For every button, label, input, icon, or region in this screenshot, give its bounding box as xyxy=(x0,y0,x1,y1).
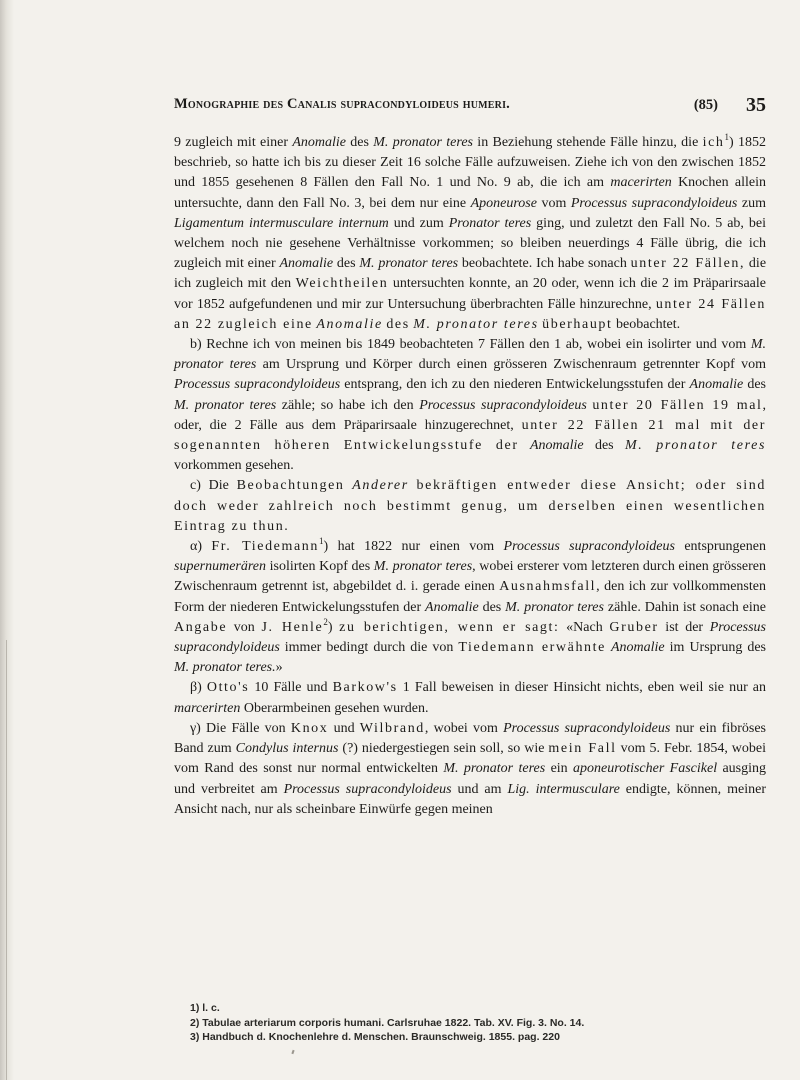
footnotes xyxy=(190,1001,766,1045)
page-edge-line xyxy=(6,640,7,1080)
footnote-1: 1) l. c. xyxy=(190,1002,220,1014)
running-head: Monographie des Canalis supracondyloideus humeri. xyxy=(174,96,511,112)
paragraph-b: b) Rechne ich von meinen bis 1849 beobachteten 7 Fällen den 1 ab, wobei ein isolirter und vom M. pronator teres am Ursprung und Körper durch einen grösseren Zwischenraum getrennter Kopf vom Processus supracondyloideus entsprang, den ich zu den niederen Entwickelungsstufen der Anomalie des M. pronator teres zähle; so habe ich den Processus supracondyloideus unter 20 Fällen 19 mal, oder, die 2 Fälle aus dem Präparirsaale hinzugerechnet, unter 22 Fällen 21 mal mit der sogenannten höheren Entwickelungsstufe der Anomalie des M. pronator teres vorkommen gesehen. xyxy=(174,337,767,474)
binding-shadow xyxy=(0,0,14,1080)
body-text xyxy=(174,133,766,820)
paragraph-gamma: γ) Die Fälle von Knox und Wilbrand, wobei vom Processus supracondyloideus nur ein fibröses Band zum Condylus internus (?) niedergestiegen sein soll, so wie mein Fall vom 5. Febr. 1854, wobei vom Rand des sonst nur normal entwickelten M. pronator teres ein aponeurotischer Fascikel ausging und verbreitet am Processus supracondyloideus und am Lig. intermusculare endigte, können, meiner Ansicht nach, nur als scheinbare Einwürfe gegen meinen xyxy=(174,720,767,817)
footnote-3: 3) Handbuch d. Knochenlehre d. Menschen. Braunschweig. 1855. pag. 220 xyxy=(190,1031,560,1043)
paragraph-c: c) Die Beobachtungen Anderer bekräftigen entweder diese Ansicht; oder sind doch weder zahlreich noch bestimmt genug, um derselben einen wesentlichen Eintrag zu thun. xyxy=(174,478,766,534)
paragraph-beta: β) Otto's 10 Fälle und Barkow's 1 Fall beweisen in dieser Hinsicht nichts, eben weil sie nur an marcerirten Oberarmbeinen gesehen wurden. xyxy=(174,680,767,716)
page-header xyxy=(174,96,766,120)
paper-speck xyxy=(291,1050,294,1054)
section-number: (85) xyxy=(693,97,718,113)
paragraph-continuation: 9 zugleich mit einer Anomalie des M. pronator teres in Beziehung stehende Fälle hinzu, die ich$^1$) 1852 beschrieb, so hatte ich bis zu dieser Zeit 16 solche Fälle aufzuweisen. Ziehe ich von den zwischen 1852 und 1855 gesehenen 8 Fällen den Fall No. 1 und No. 9 ab, die ich am macerirten Knochen allein untersuchte, dann den Fall No. 3, bei dem nur eine Aponeurose vom Processus supracondyloideus zum Ligamentum intermusculare internum und zum Pronator teres ging, und zuletzt den Fall No. 5 ab, bei welchem noch nie gesehene Verhältnisse vorkommen; so bleiben neuerdings 4 Fälle übrig, die ich zugleich mit einer Anomalie des M. pronator teres beobachtete. Ich habe sonach unter 22 Fällen, die ich zugleich mit den Weichtheilen untersuchten konnte, an 20 oder, wenn ich die 2 im Präparirsaale vor 1852 aufgefundenen und mir zur Untersuchung überbrachten Fälle hinzurechne, unter 24 Fällen an 22 zugleich eine Anomalie des M. pronator teres überhaupt beobachtet. xyxy=(174,132,767,332)
paragraph-alpha: α) Fr. Tiedemann$^1$) hat 1822 nur einen vom Processus supracondyloideus entsprungenen supernumerären isolirten Kopf des M. pronator teres, wobei ersterer vom letzteren durch einen grösseren Zwischenraum getrennt ist, abgebildet d. i. gerade einen Ausnahmsfall, den ich zur vollkommensten Form der niederen Entwickelungsstufen der Anomalie des M. pronator teres zähle. Dahin ist sonach eine Angabe von J. Henle$^2$) zu berichtigen, wenn er sagt: «Nach Gruber ist der Processus supracondyloideus immer bedingt durch die von Tiedemann erwähnte Anomalie im Ursprung des M. pronator teres.» xyxy=(174,536,766,676)
footnote-2: 2) Tabulae arteriarum corporis humani. Carlsruhae 1822. Tab. XV. Fig. 3. No. 14. xyxy=(190,1016,585,1029)
footnote-ref: 2 xyxy=(323,616,328,627)
page-number: 35 xyxy=(746,94,766,116)
footnote-ref: 1 xyxy=(724,132,730,142)
footnote-ref: 1 xyxy=(319,536,324,547)
